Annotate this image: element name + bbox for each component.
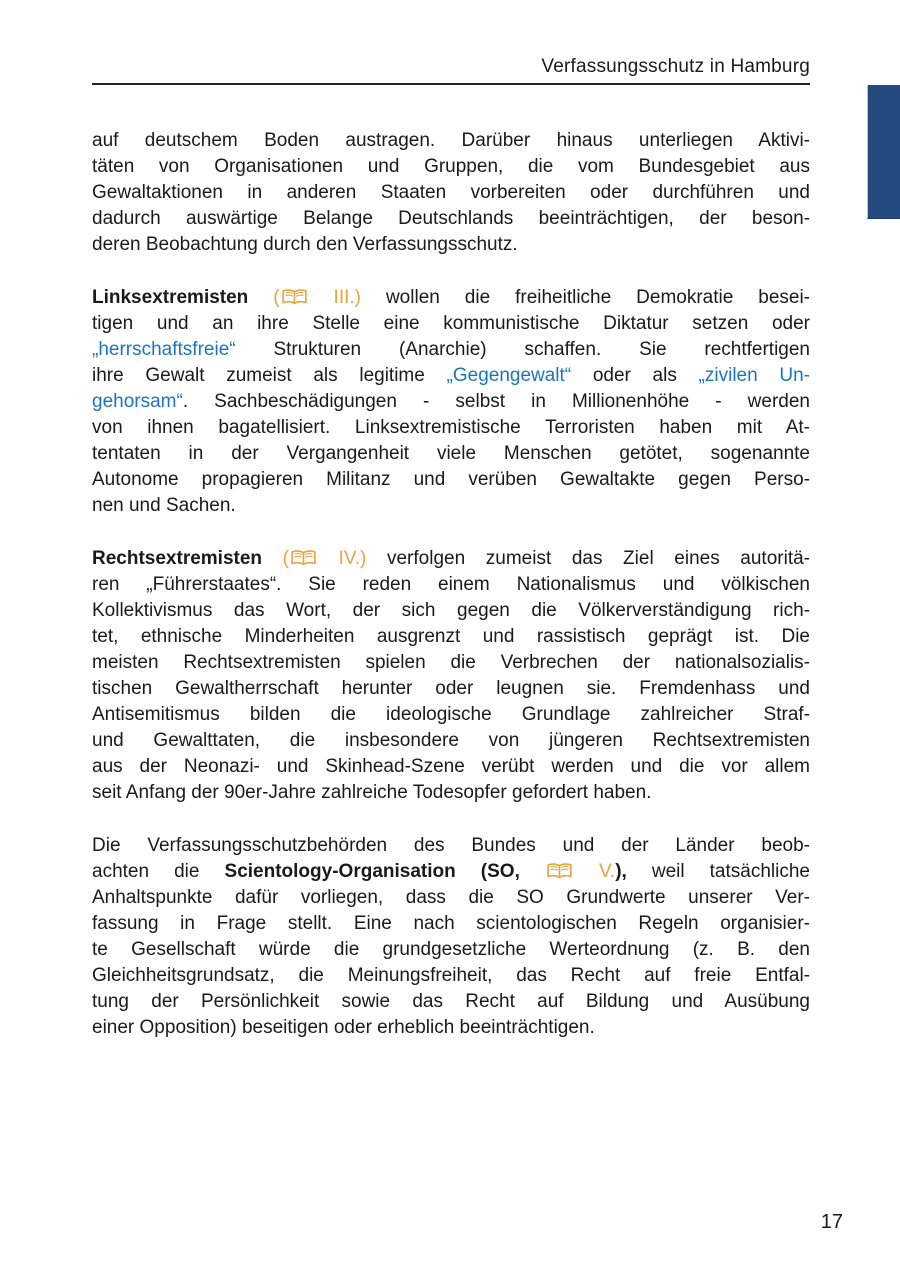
text-line	[92, 937, 810, 963]
quoted-term: „zivilen Un-	[698, 365, 810, 386]
text-segment: weil tatsächliche	[626, 861, 810, 882]
text-line	[92, 546, 810, 572]
text-segment: auf deutschem Boden austragen. Darüber hinaus unterliegen Aktivi-	[92, 130, 810, 151]
text-segment: oder als	[571, 365, 699, 386]
bold-lead-in: ),	[615, 861, 627, 882]
text-line	[92, 728, 810, 754]
paragraph	[92, 833, 810, 1041]
paragraph	[92, 285, 810, 519]
text-line	[92, 963, 810, 989]
text-segment: verfolgen zumeist das Ziel eines autoritä-	[366, 548, 810, 569]
text-segment: meisten Rechtsextremisten spielen die Verbrechen der nationalsozialis-	[92, 652, 810, 673]
text-line	[92, 885, 810, 911]
text-segment: . Sachbeschädigungen - selbst in Millionenhöhe - werden	[182, 391, 810, 412]
text-line	[92, 415, 810, 441]
text-line	[92, 206, 810, 232]
text-segment: seit Anfang der 90er-Jahre zahlreiche Todesopfer gefordert haben.	[92, 782, 652, 803]
text-segment: tischen Gewaltherrschaft herunter oder leugnen sie. Fremdenhass und	[92, 678, 810, 699]
text-segment: Anhaltspunkte dafür vorliegen, dass die SO Grundwerte unserer Ver-	[92, 887, 810, 908]
text-line	[92, 702, 810, 728]
text-line	[92, 754, 810, 780]
text-segment: dadurch auswärtige Belange Deutschlands beeinträchtigen, der beson-	[92, 208, 810, 229]
text-line	[92, 441, 810, 467]
open-book-icon	[545, 862, 574, 880]
text-segment: ihre Gewalt zumeist als legitime	[92, 365, 447, 386]
text-line	[92, 572, 810, 598]
text-segment: nen und Sachen.	[92, 495, 236, 516]
text-line	[92, 650, 810, 676]
text-line	[92, 337, 810, 363]
bold-lead-in: Rechtsextremisten	[92, 548, 263, 569]
bold-lead-in: Linksextremisten	[92, 287, 249, 308]
text-segment: achten die	[92, 861, 225, 882]
paragraph	[92, 128, 810, 258]
reference-text: V.	[573, 861, 616, 882]
text-line	[92, 363, 810, 389]
text-segment: deren Beobachtung durch den Verfassungsschutz.	[92, 234, 518, 255]
quoted-term: gehorsam“	[92, 391, 183, 412]
text-segment: Antisemitismus bilden die ideologische Grundlage zahlreicher Straf-	[92, 704, 810, 725]
open-book-icon	[289, 549, 318, 567]
text-segment: te Gesellschaft würde die grundgesetzliche Werteordnung (z. B. den	[92, 939, 810, 960]
text-segment: Gewaltaktionen in anderen Staaten vorbereiten oder durchführen und	[92, 182, 810, 203]
text-line	[92, 128, 810, 154]
text-line	[92, 467, 810, 493]
text-segment: täten von Organisationen und Gruppen, die vom Bundesgebiet aus	[92, 156, 810, 177]
text-segment: aus der Neonazi- und Skinhead-Szene verübt werden und die vor allem	[92, 756, 810, 777]
bold-lead-in: Scientology-Organisation (SO,	[224, 861, 520, 882]
text-segment: Kollektivismus das Wort, der sich gegen die Völkerverständigung rich-	[92, 600, 810, 621]
text-segment: einer Opposition) beseitigen oder erheblich beeinträchtigen.	[92, 1017, 595, 1038]
text-line	[92, 285, 810, 311]
text-segment: wollen die freiheitliche Demokratie besei-	[361, 287, 810, 308]
text-line	[92, 232, 810, 258]
content	[92, 128, 810, 1068]
text-line	[92, 624, 810, 650]
text-segment: tigen und an ihre Stelle eine kommunistische Diktatur setzen oder	[92, 313, 810, 334]
text-segment: Die Verfassungsschutzbehörden des Bundes und der Länder beob-	[92, 835, 810, 856]
text-line	[92, 154, 810, 180]
text-line	[92, 493, 810, 519]
text-segment: tung der Persönlichkeit sowie das Recht auf Bildung und Ausübung	[92, 991, 810, 1012]
paragraph	[92, 546, 810, 806]
reference-text: III.)	[308, 287, 361, 308]
open-book-icon	[280, 288, 309, 306]
text-line	[92, 389, 810, 415]
text-line	[92, 311, 810, 337]
text-segment	[520, 861, 545, 882]
text-line	[92, 911, 810, 937]
text-line	[92, 1015, 810, 1041]
text-line	[92, 989, 810, 1015]
text-line	[92, 598, 810, 624]
text-line	[92, 676, 810, 702]
running-header: Verfassungsschutz in Hamburg	[541, 56, 810, 77]
chapter-tab	[867, 85, 900, 219]
reference-text: (	[248, 287, 280, 308]
text-segment: tet, ethnische Minderheiten ausgrenzt und rassistisch geprägt ist. Die	[92, 626, 810, 647]
text-segment: tentaten in der Vergangenheit viele Menschen getötet, sogenannte	[92, 443, 810, 464]
text-segment: fassung in Frage stellt. Eine nach scientologischen Regeln organisier-	[92, 913, 810, 934]
text-segment: ren „Führerstaates“. Sie reden einem Nationalismus und völkischen	[92, 574, 810, 595]
text-segment: Autonome propagieren Militanz und verüben Gewaltakte gegen Perso-	[92, 469, 810, 490]
page-number: 17	[820, 1211, 843, 1233]
reference-text: (	[262, 548, 289, 569]
quoted-term: „herrschaftsfreie“	[92, 339, 236, 360]
text-line	[92, 833, 810, 859]
reference-text: IV.)	[317, 548, 367, 569]
text-segment: Gleichheitsgrundsatz, die Meinungsfreiheit, das Recht auf freie Entfal-	[92, 965, 810, 986]
text-line	[92, 780, 810, 806]
text-segment: Strukturen (Anarchie) schaffen. Sie rechtfertigen	[235, 339, 810, 360]
text-line	[92, 180, 810, 206]
text-segment: und Gewalttaten, die insbesondere von jüngeren Rechtsextremisten	[92, 730, 810, 751]
text-line	[92, 859, 810, 885]
header-rule	[92, 83, 810, 85]
text-segment: von ihnen bagatellisiert. Linksextremistische Terroristen haben mit At-	[92, 417, 810, 438]
quoted-term: „Gegengewalt“	[446, 365, 572, 386]
